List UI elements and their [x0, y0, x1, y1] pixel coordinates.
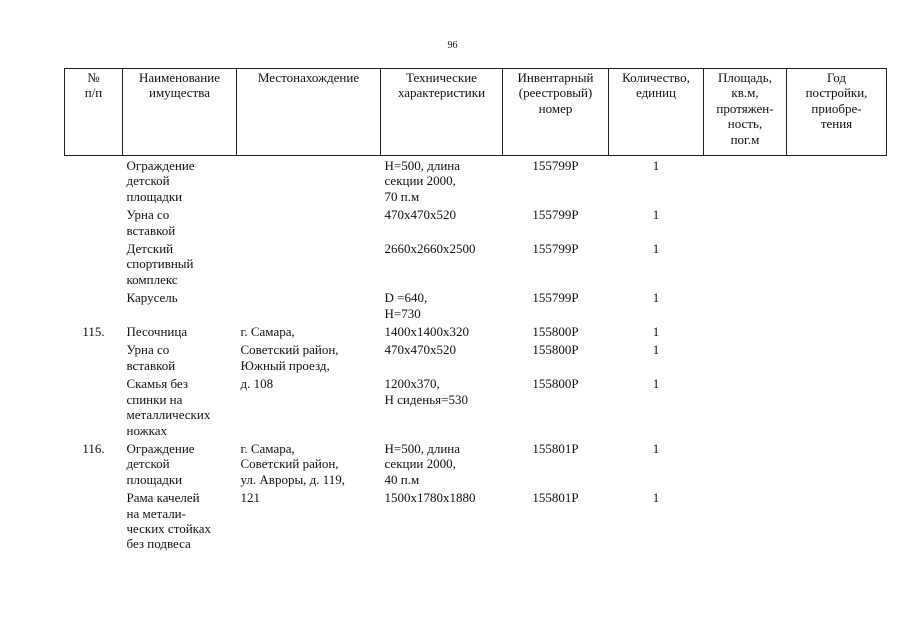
- cell-name: Ограждение детской площадки: [126, 440, 195, 487]
- cell-number: [65, 375, 123, 440]
- cell-name: Рама качелей на метали- ческих стойках без подвеса: [126, 490, 212, 552]
- cell-location: г. Самара, Советский район, ул. Авроры, д. 119,: [240, 440, 346, 487]
- cell-tech: Н=500, длина секции 2000, 70 п.м: [384, 158, 461, 204]
- header-row: [65, 69, 887, 156]
- cell-year: [787, 206, 887, 240]
- cell-tech: D =640, Н=730: [384, 290, 428, 321]
- cell-inventory: 155799Р: [532, 158, 579, 173]
- header-location: Местонахождение: [237, 69, 381, 156]
- cell-name: Карусель: [126, 290, 178, 306]
- cell-name: Детский спортивный комплекс: [126, 241, 194, 287]
- table-row: [65, 323, 887, 341]
- cell-inventory: 155800Р: [532, 376, 579, 392]
- cell-inventory: 155799Р: [532, 241, 579, 257]
- cell-quantity: 1: [652, 158, 660, 173]
- cell-tech: 1200х370, Н сиденья=530: [384, 376, 468, 407]
- cell-inventory: 155801Р: [532, 440, 579, 456]
- cell-number: [65, 489, 123, 554]
- table-body: [65, 156, 887, 554]
- cell-quantity: 1: [652, 376, 660, 392]
- cell-number: 116.: [82, 440, 105, 456]
- cell-inventory: 155800Р: [532, 342, 579, 358]
- cell-location: [237, 289, 381, 323]
- cell-location: [237, 206, 381, 240]
- cell-area: [704, 440, 787, 489]
- cell-number: [65, 156, 123, 207]
- cell-number: [65, 341, 123, 375]
- cell-tech: 1500х1780х1880: [384, 490, 476, 506]
- table-row: [65, 489, 887, 554]
- cell-number: 115.: [82, 324, 105, 340]
- cell-name: Ограждение детской площадки: [126, 158, 195, 204]
- cell-tech: 1400х1400х320: [384, 324, 469, 340]
- cell-area: [704, 489, 787, 554]
- table-row: [65, 156, 887, 207]
- cell-quantity: 1: [652, 290, 660, 306]
- cell-year: [787, 289, 887, 323]
- cell-location: д. 108: [240, 376, 274, 392]
- cell-year: [787, 240, 887, 289]
- cell-inventory: 155801Р: [532, 490, 579, 506]
- cell-year: [787, 156, 887, 207]
- cell-location: [237, 240, 381, 289]
- cell-inventory: 155800Р: [532, 324, 579, 340]
- header-inventory: Инвентарный (реестровый) номер: [503, 69, 609, 156]
- table-row: [65, 375, 887, 440]
- cell-location: Советский район, Южный проезд,: [240, 342, 339, 373]
- cell-year: [787, 341, 887, 375]
- table-row: [65, 341, 887, 375]
- cell-location: г. Самара,: [240, 324, 295, 340]
- cell-tech: Н=500, длина секции 2000, 40 п.м: [384, 440, 461, 487]
- table-row: [65, 289, 887, 323]
- cell-quantity: 1: [652, 207, 660, 223]
- cell-name: Урна со вставкой: [126, 207, 176, 238]
- cell-number: [65, 206, 123, 240]
- cell-year: [787, 489, 887, 554]
- cell-area: [704, 375, 787, 440]
- cell-name: Урна со вставкой: [126, 342, 176, 373]
- cell-tech: 470х470х520: [384, 342, 456, 358]
- cell-location: [237, 156, 381, 207]
- cell-year: [787, 375, 887, 440]
- table-row: [65, 240, 887, 289]
- cell-number: [65, 289, 123, 323]
- cell-quantity: 1: [652, 342, 660, 358]
- cell-area: [704, 240, 787, 289]
- table-row: [65, 206, 887, 240]
- table-header: [65, 69, 887, 156]
- cell-number: [65, 240, 123, 289]
- page-number: 96: [447, 40, 458, 51]
- cell-area: [704, 156, 787, 207]
- cell-quantity: 1: [652, 490, 660, 506]
- property-table: [64, 68, 887, 554]
- cell-year: [787, 323, 887, 341]
- cell-area: [704, 341, 787, 375]
- cell-area: [704, 289, 787, 323]
- header-year: Год постройки, приобре- тения: [787, 69, 887, 156]
- header-name: Наименование имущества: [123, 69, 237, 156]
- header-number: № п/п: [65, 69, 123, 156]
- cell-year: [787, 440, 887, 489]
- cell-location: 121: [240, 490, 260, 506]
- header-tech: Технические характеристики: [381, 69, 503, 156]
- header-quantity: Количество, единиц: [609, 69, 704, 156]
- cell-area: [704, 323, 787, 341]
- cell-inventory: 155799Р: [532, 207, 579, 223]
- table-row: [65, 440, 887, 489]
- cell-quantity: 1: [652, 241, 660, 257]
- cell-area: [704, 206, 787, 240]
- cell-name: Скамья без спинки на металлических ножках: [126, 376, 211, 438]
- cell-quantity: 1: [652, 324, 660, 340]
- header-area: Площадь, кв.м, протяжен- ность, пог.м: [704, 69, 787, 156]
- cell-tech: 2660х2660х2500: [384, 241, 476, 257]
- cell-name: Песочница: [126, 324, 188, 340]
- cell-inventory: 155799Р: [532, 290, 579, 306]
- cell-quantity: 1: [652, 440, 660, 456]
- cell-tech: 470х470х520: [384, 207, 456, 223]
